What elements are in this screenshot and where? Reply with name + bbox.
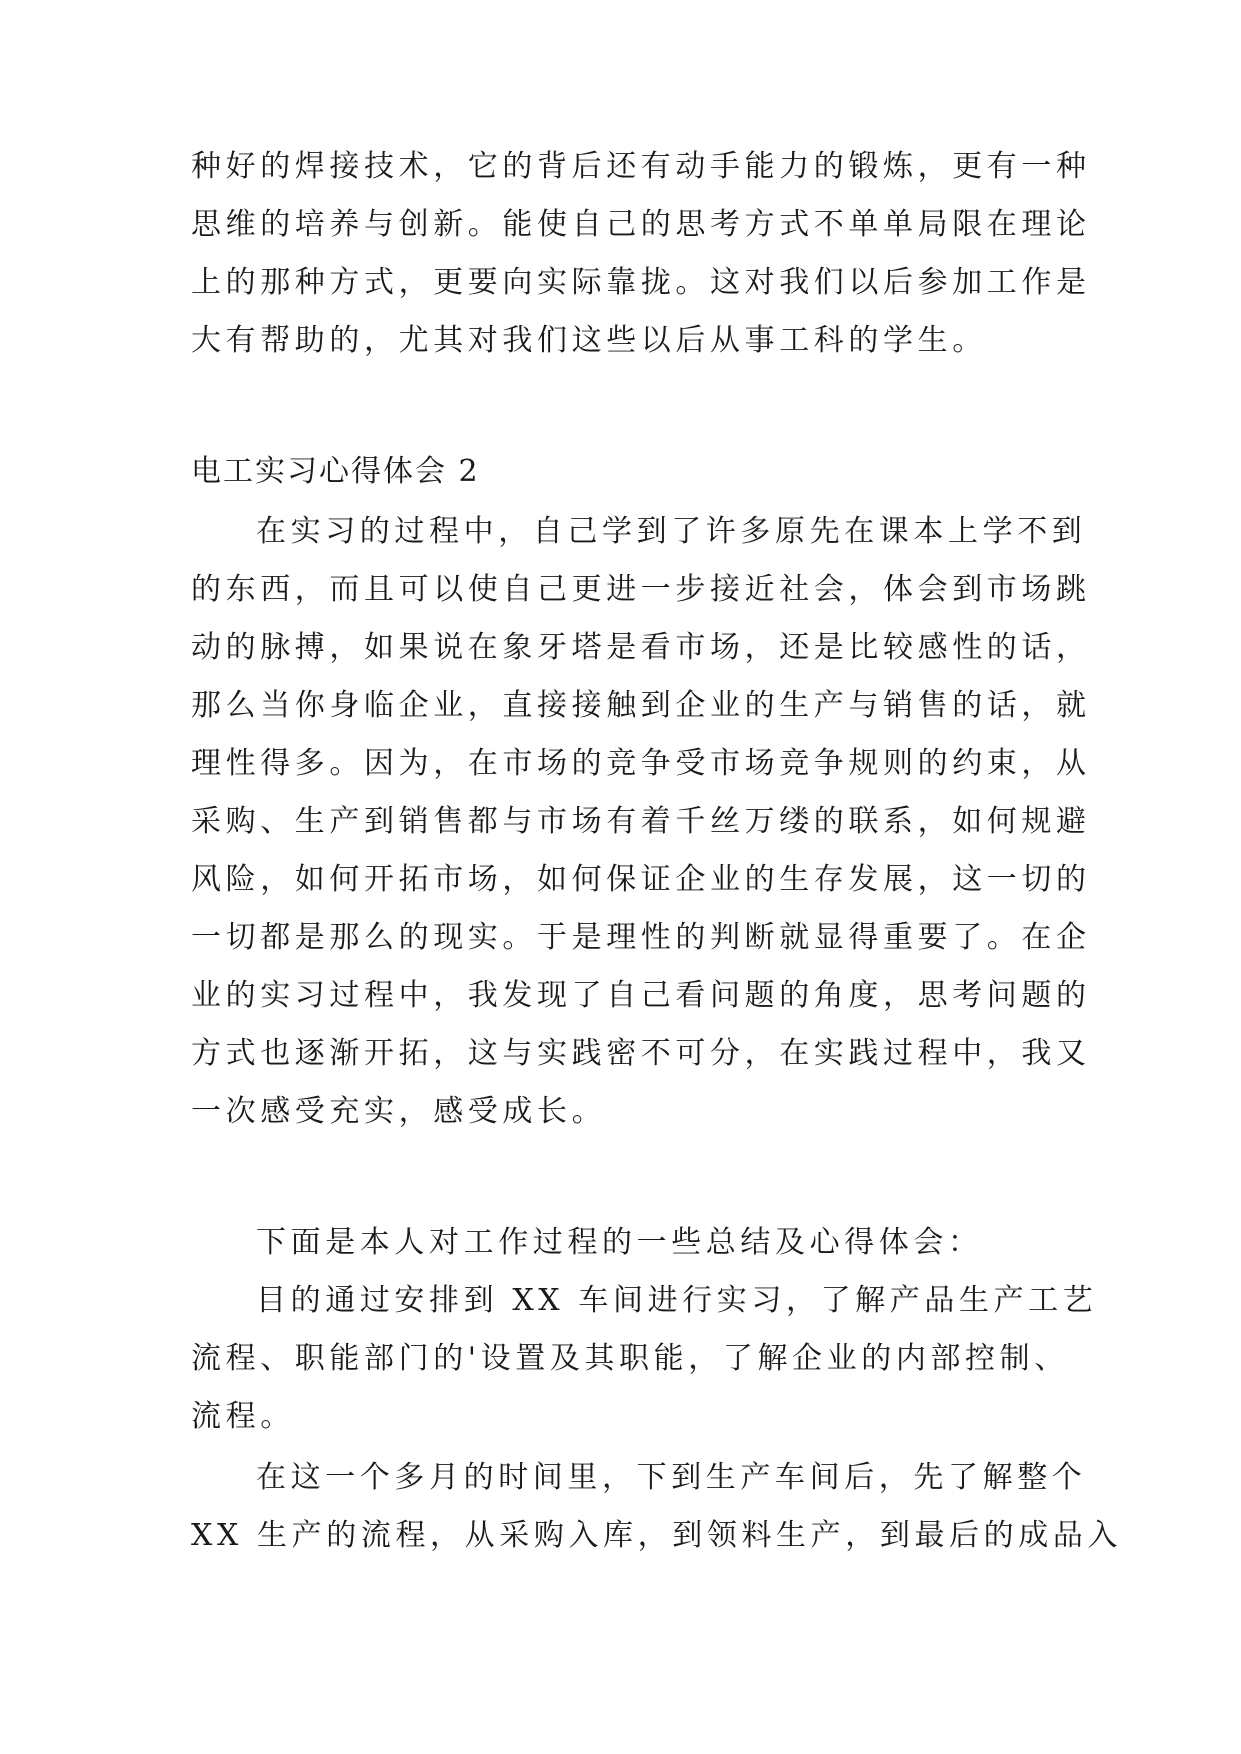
text-line: 的东西，而且可以使自己更进一步接近社会，体会到市场跳 xyxy=(191,572,1091,607)
text-line: 动的脉搏，如果说在象牙塔是看市场，还是比较感性的话， xyxy=(191,630,1091,665)
text-line: 理性得多。因为，在市场的竞争受市场竞争规则的约束，从 xyxy=(191,746,1091,781)
text-line: XX 生产的流程，从采购入库，到领料生产，到最后的成品入 xyxy=(191,1518,1123,1553)
text-line: 大有帮助的，尤其对我们这些以后从事工科的学生。 xyxy=(191,323,987,358)
text-line: 采购、生产到销售都与市场有着千丝万缕的联系，如何规避 xyxy=(191,804,1091,839)
text-line: 一次感受充实，感受成长。 xyxy=(191,1094,607,1129)
text-line: 思维的培养与创新。能使自己的思考方式不单单局限在理论 xyxy=(191,207,1091,242)
text-line: 在实习的过程中，自己学到了许多原先在课本上学不到 xyxy=(256,514,1087,549)
text-line: 下面是本人对工作过程的一些总结及心得体会： xyxy=(256,1225,983,1260)
text-line: 上的那种方式，更要向实际靠拢。这对我们以后参加工作是 xyxy=(191,265,1091,300)
text-line: 在这一个多月的时间里，下到生产车间后，先了解整个 xyxy=(256,1460,1087,1495)
text-line: 那么当你身临企业，直接接触到企业的生产与销售的话，就 xyxy=(191,688,1091,723)
text-line: 流程、职能部门的'设置及其职能，了解企业的内部控制、 xyxy=(191,1341,1069,1376)
section-heading: 电工实习心得体会 2 xyxy=(191,454,480,489)
text-line: 种好的焊接技术，它的背后还有动手能力的锻炼，更有一种 xyxy=(191,149,1091,184)
text-line: 方式也逐渐开拓，这与实践密不可分，在实践过程中，我又 xyxy=(191,1036,1091,1071)
text-line: 流程。 xyxy=(191,1399,295,1434)
text-line: 业的实习过程中，我发现了自己看问题的角度，思考问题的 xyxy=(191,978,1091,1013)
text-line: 一切都是那么的现实。于是理性的判断就显得重要了。在企 xyxy=(191,920,1091,955)
text-line: 风险，如何开拓市场，如何保证企业的生存发展，这一切的 xyxy=(191,862,1091,897)
text-line: 目的通过安排到 XX 车间进行实习，了解产品生产工艺 xyxy=(256,1283,1098,1318)
